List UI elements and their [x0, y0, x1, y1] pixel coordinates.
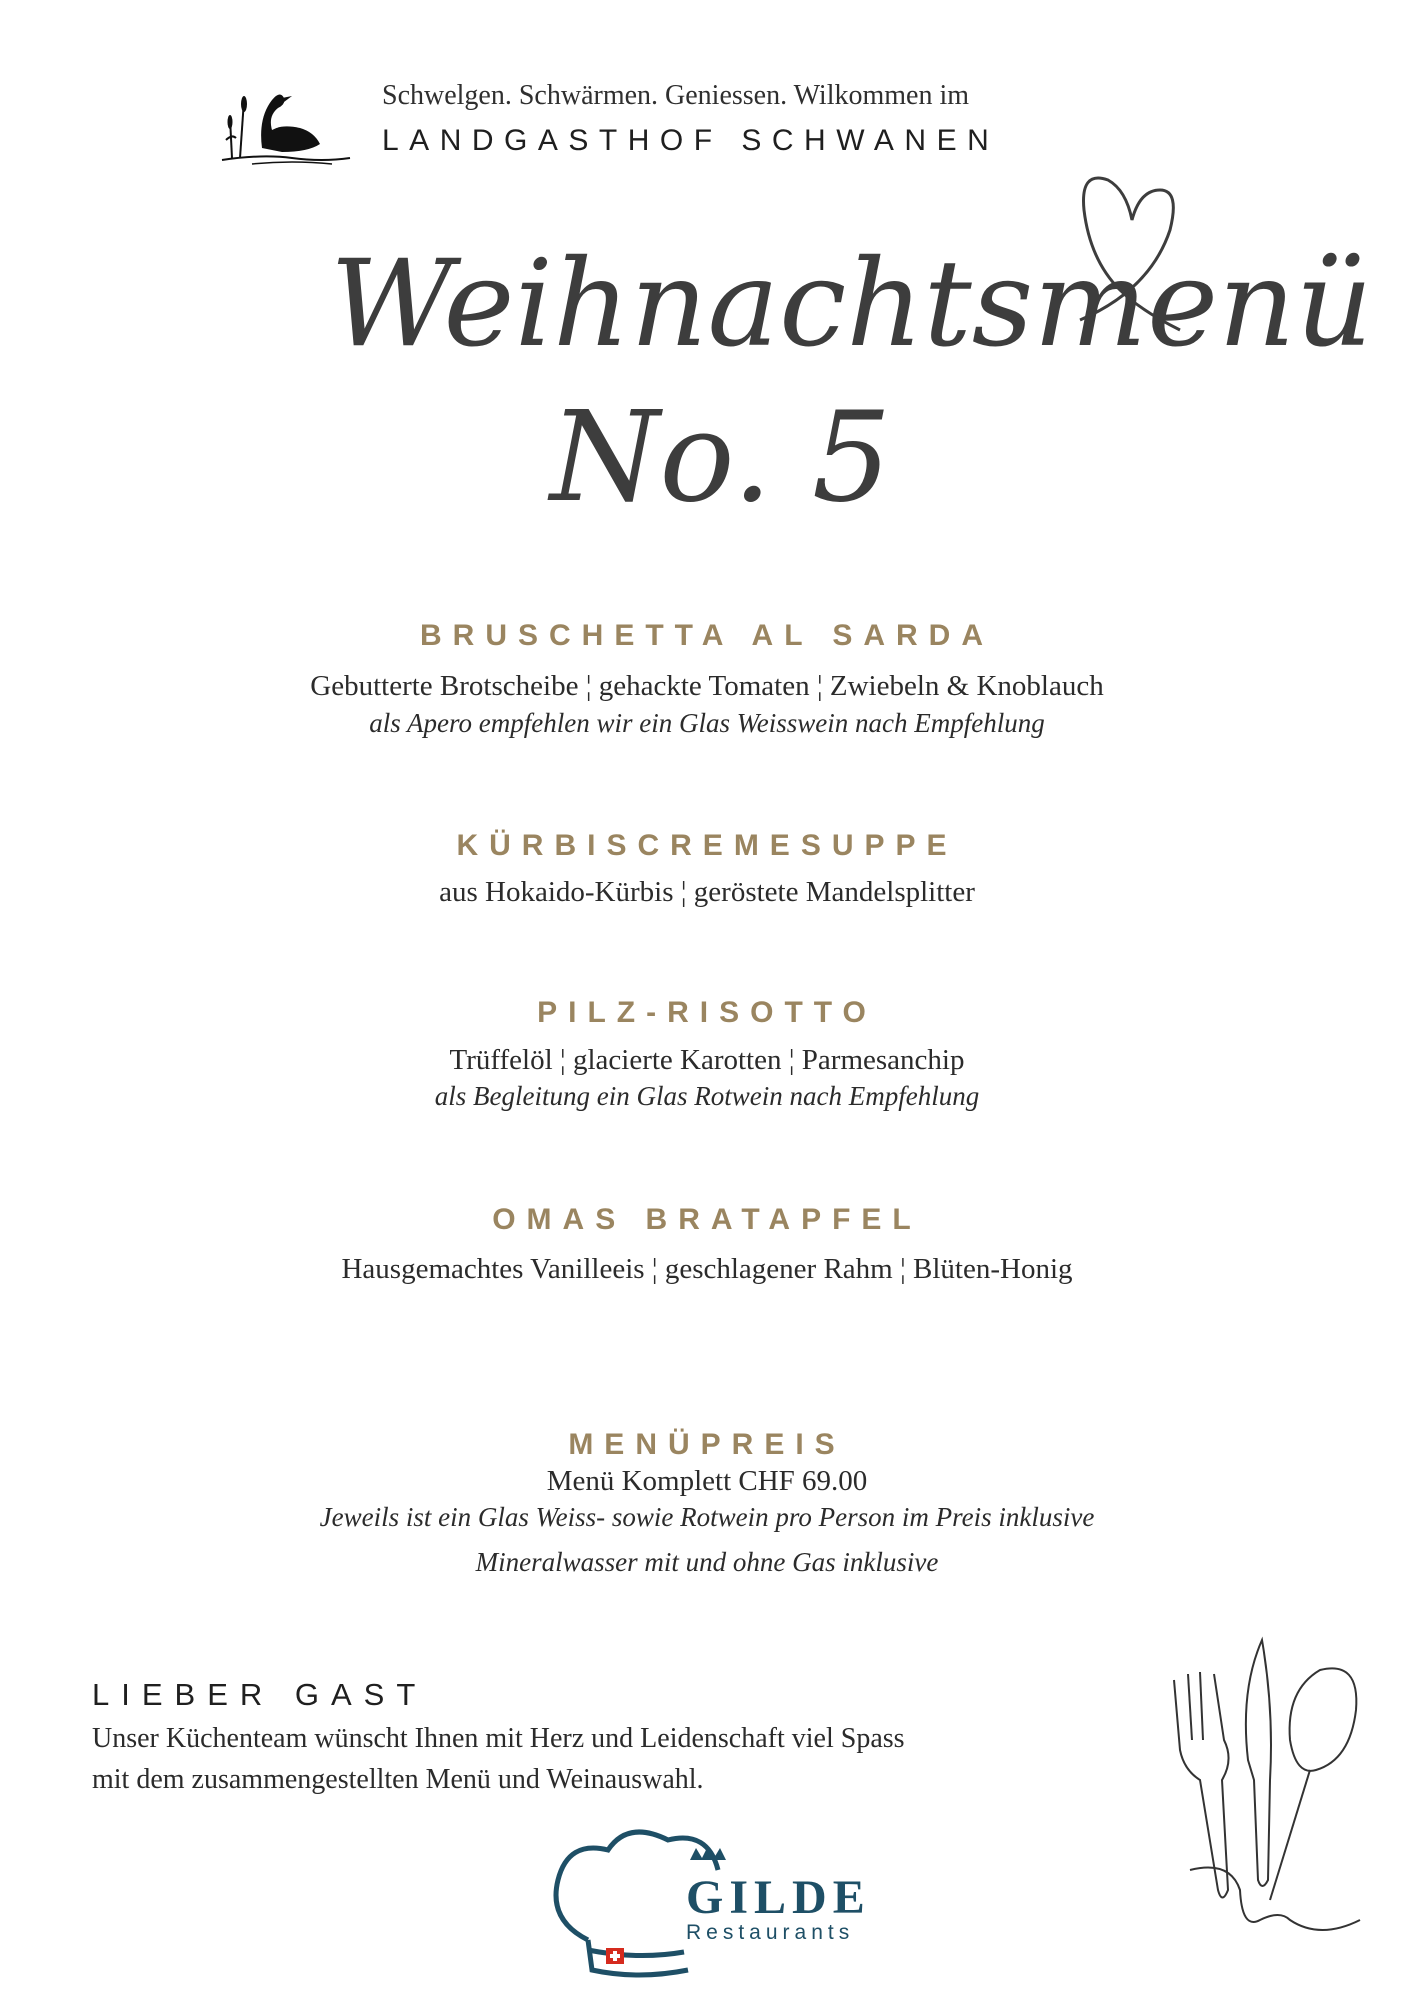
- price-amount: Menü Komplett CHF 69.00: [546, 1465, 868, 1497]
- course-description: Hausgemachtes Vanilleeis ¦ geschlagener Rahm ¦ Blüten-Honig: [341, 1253, 1073, 1285]
- course-description: aus Hokaido-Kürbis ¦ geröstete Mandelsplitter: [439, 876, 975, 908]
- gilde-subtitle: Restaurants: [686, 1921, 855, 1944]
- course-title: KÜRBISCREMESUPPE: [456, 829, 958, 862]
- course-description: Gebutterte Brotscheibe ¦ gehackte Tomaten ¦ Zwiebeln & Knoblauch: [310, 670, 1104, 702]
- course-title: BRUSCHETTA AL SARDA: [420, 619, 994, 652]
- heart-icon: [1060, 170, 1190, 340]
- course-title: PILZ-RISOTTO: [537, 996, 877, 1029]
- cutlery-icon: [1170, 1630, 1370, 1950]
- price-note: Jeweils ist ein Glas Weiss- sowie Rotwein pro Person im Preis inklusive: [319, 1502, 1095, 1532]
- price-title: MENÜPREIS: [568, 1428, 846, 1461]
- guest-message-line: mit dem zusammengestellten Menü und Weinauswahl.: [92, 1764, 704, 1795]
- swan-logo-icon: [222, 78, 352, 168]
- course-note: als Apero empfehlen wir ein Glas Weisswein nach Empfehlung: [369, 708, 1045, 738]
- course-description: Trüffelöl ¦ glacierte Karotten ¦ Parmesanchip: [449, 1044, 965, 1076]
- brand-name: LANDGASTHOF SCHWANEN: [382, 124, 1000, 157]
- guest-title: LIEBER GAST: [92, 1677, 428, 1712]
- course-title: OMAS BRATAPFEL: [492, 1203, 922, 1236]
- swiss-flag-icon: [606, 1948, 624, 1964]
- gilde-wordmark: GILDE: [686, 1871, 871, 1924]
- course-note: als Begleitung ein Glas Rotwein nach Empfehlung: [434, 1081, 980, 1111]
- title-line-2: No. 5: [550, 385, 892, 530]
- price-note: Mineralwasser mit und ohne Gas inklusive: [475, 1547, 939, 1577]
- guest-message-line: Unser Küchenteam wünscht Ihnen mit Herz und Leidenschaft viel Spass: [92, 1723, 905, 1754]
- header-tagline: Schwelgen. Schwärmen. Geniessen. Wilkommen im: [382, 80, 970, 111]
- crown-icon: [690, 1846, 726, 1860]
- title-line-1: Weihnachtsmenü: [330, 235, 1373, 374]
